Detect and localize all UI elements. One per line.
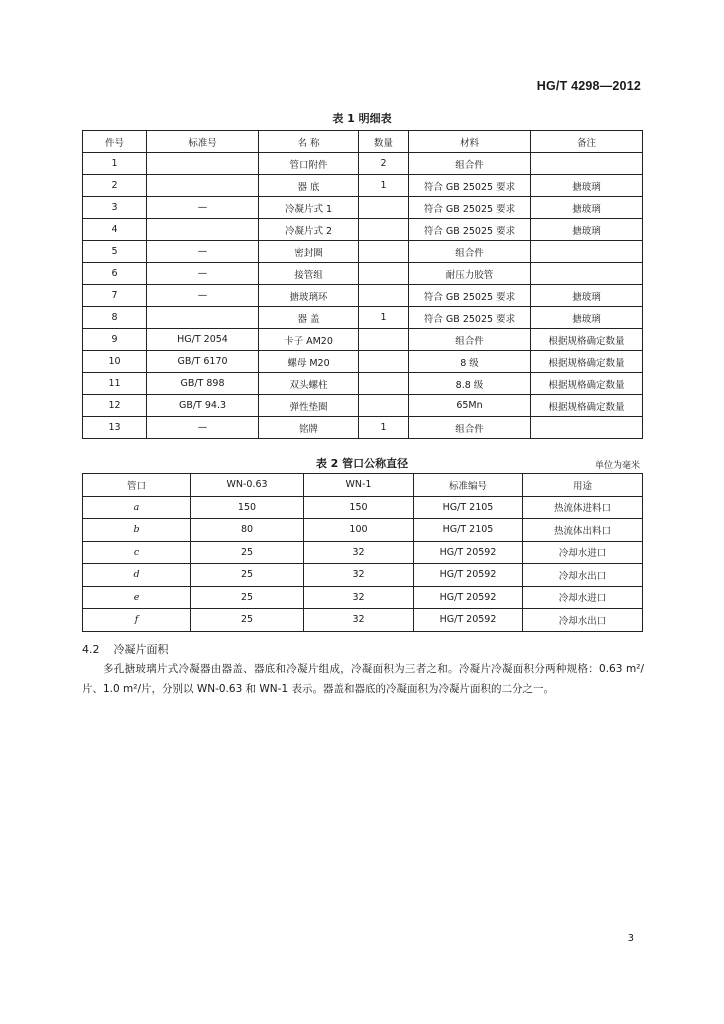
table1-header-row [83,131,643,153]
table-cell: 符合 GB 25025 要求 [409,285,531,307]
table-cell: 25 [191,541,304,564]
table-cell [147,153,259,175]
table2-col-header: WN-0.63 [191,474,304,497]
table-cell: 2 [83,175,147,197]
table-cell: a [83,496,191,519]
section-paragraph: 多孔搪玻璃片式冷凝器由器盖、器底和冷凝片组成，冷凝面积为三者之和。冷凝片冷凝面积分两种规格：0.63 m²/片、1.0 m²/片，分别以 WN-0.63 和 WN-1 表示。器盖和器底的冷凝面积为冷凝片面积的二分之一。 [82,663,644,695]
table-cell [147,175,259,197]
table-row [83,307,643,329]
table-row [83,175,643,197]
table-cell: — [147,417,259,439]
table-cell: 符合 GB 25025 要求 [409,197,531,219]
table-cell: 根据规格确定数量 [531,373,643,395]
table-cell: 2 [359,153,409,175]
table1-col-header: 数量 [359,131,409,153]
table-cell: GB/T 898 [147,373,259,395]
page-number: 3 [627,933,634,944]
table-cell: HG/T 2105 [414,496,523,519]
table-cell: 符合 GB 25025 要求 [409,219,531,241]
table-cell: 1 [359,175,409,197]
table2-col-header: 管口 [83,474,191,497]
table-cell: 8.8 级 [409,373,531,395]
table-row [83,241,643,263]
table-cell: 10 [83,351,147,373]
table-row [83,329,643,351]
table-cell: 100 [304,519,414,542]
table1-col-header: 件号 [83,131,147,153]
table-cell: 冷凝片式 2 [259,219,359,241]
table-cell: 150 [191,496,304,519]
section-number: 4.2 [82,643,100,656]
table-cell: c [83,541,191,564]
table-cell: 搪玻璃环 [259,285,359,307]
table-cell: b [83,519,191,542]
table-row [83,219,643,241]
table1-col-header: 标准号 [147,131,259,153]
table2-caption: 表 2 管口公称直径 [315,457,409,470]
table-cell: 12 [83,395,147,417]
table-cell: 8 级 [409,351,531,373]
table-cell: 5 [83,241,147,263]
section-title: 冷凝片面积 [113,643,169,656]
table-cell: 32 [304,564,414,587]
table-cell: 组合件 [409,417,531,439]
table-cell [359,263,409,285]
table-cell: 弹性垫圈 [259,395,359,417]
table-cell: GB/T 6170 [147,351,259,373]
table-cell [359,373,409,395]
table-cell: 冷凝片式 1 [259,197,359,219]
table-cell: 6 [83,263,147,285]
nozzle-diameter-table [82,473,643,632]
table-row [83,197,643,219]
table-cell: 组合件 [409,241,531,263]
table-cell: 双头螺柱 [259,373,359,395]
table-row [83,285,643,307]
table-cell: 器 盖 [259,307,359,329]
table-cell [147,307,259,329]
table-row [83,395,643,417]
table-cell: HG/T 20592 [414,586,523,609]
table-cell: 根据规格确定数量 [531,329,643,351]
table-cell: HG/T 20592 [414,609,523,632]
table-cell: 搪玻璃 [531,307,643,329]
table-cell: 80 [191,519,304,542]
table1-caption: 表 1 明细表 [332,112,392,125]
table-cell: 螺母 M20 [259,351,359,373]
table-cell: 4 [83,219,147,241]
table-cell: 冷却水出口 [523,609,643,632]
table2-col-header: 标准编号 [414,474,523,497]
table-cell: 7 [83,285,147,307]
table-cell [531,417,643,439]
table-cell: — [147,285,259,307]
table-cell: 冷却水进口 [523,586,643,609]
table-cell: 接管组 [259,263,359,285]
table-cell: f [83,609,191,632]
table-cell [531,263,643,285]
table-cell: 32 [304,609,414,632]
table-cell: 搪玻璃 [531,219,643,241]
table-row [83,519,643,542]
table-cell [147,219,259,241]
table-row [83,496,643,519]
table-cell [359,241,409,263]
table-cell [531,241,643,263]
table-row [83,564,643,587]
table-cell: 冷却水进口 [523,541,643,564]
section-heading [82,641,169,657]
table-cell: 150 [304,496,414,519]
table-cell: 32 [304,586,414,609]
table1-col-header: 名 称 [259,131,359,153]
table-cell [359,329,409,351]
table-cell: HG/T 20592 [414,564,523,587]
table-cell: 32 [304,541,414,564]
table-cell: 器 底 [259,175,359,197]
table2-col-header: WN-1 [304,474,414,497]
table-cell: d [83,564,191,587]
table-cell: 符合 GB 25025 要求 [409,175,531,197]
table-cell: — [147,241,259,263]
table-cell: 耐压力胶管 [409,263,531,285]
table-cell: 13 [83,417,147,439]
table-cell: — [147,197,259,219]
table-cell: HG/T 20592 [414,541,523,564]
table-cell: 根据规格确定数量 [531,351,643,373]
table-row [83,609,643,632]
table-cell: 根据规格确定数量 [531,395,643,417]
table-row [83,263,643,285]
table-row [83,351,643,373]
table-cell: 25 [191,609,304,632]
table-cell: e [83,586,191,609]
table-cell: GB/T 94.3 [147,395,259,417]
table-cell [359,197,409,219]
table-cell: 8 [83,307,147,329]
table-cell: 卡子 AM20 [259,329,359,351]
table-cell: 9 [83,329,147,351]
table-cell: 热流体出料口 [523,519,643,542]
table-row [83,417,643,439]
table-cell: 1 [83,153,147,175]
table-cell [359,395,409,417]
table-row [83,541,643,564]
table-cell: 搪玻璃 [531,197,643,219]
table-cell: 搪玻璃 [531,175,643,197]
table-cell [359,285,409,307]
table-cell: 65Mn [409,395,531,417]
table-cell [359,351,409,373]
parts-list-table [82,130,643,439]
table-cell: 管口附件 [259,153,359,175]
table-cell: 铭牌 [259,417,359,439]
table-cell [531,153,643,175]
table2-unit-note: 单位为毫米 [594,461,640,471]
standard-number: HG/T 4298—2012 [536,79,641,93]
table-cell: 1 [359,417,409,439]
table-cell: 符合 GB 25025 要求 [409,307,531,329]
table-cell: 冷却水出口 [523,564,643,587]
table-cell: 1 [359,307,409,329]
table-cell: 3 [83,197,147,219]
table2-col-header: 用途 [523,474,643,497]
table-row [83,373,643,395]
table-cell: HG/T 2105 [414,519,523,542]
table-cell: — [147,263,259,285]
table-cell [359,219,409,241]
table-cell: HG/T 2054 [147,329,259,351]
table-cell: 搪玻璃 [531,285,643,307]
table-cell: 组合件 [409,329,531,351]
table-cell: 11 [83,373,147,395]
table-row [83,153,643,175]
table-cell: 组合件 [409,153,531,175]
table-cell: 25 [191,586,304,609]
table-cell: 25 [191,564,304,587]
table-row [83,586,643,609]
table1-col-header: 备注 [531,131,643,153]
table1-col-header: 材料 [409,131,531,153]
table2-header-row [83,474,643,497]
table-cell: 热流体进料口 [523,496,643,519]
table-cell: 密封圈 [259,241,359,263]
